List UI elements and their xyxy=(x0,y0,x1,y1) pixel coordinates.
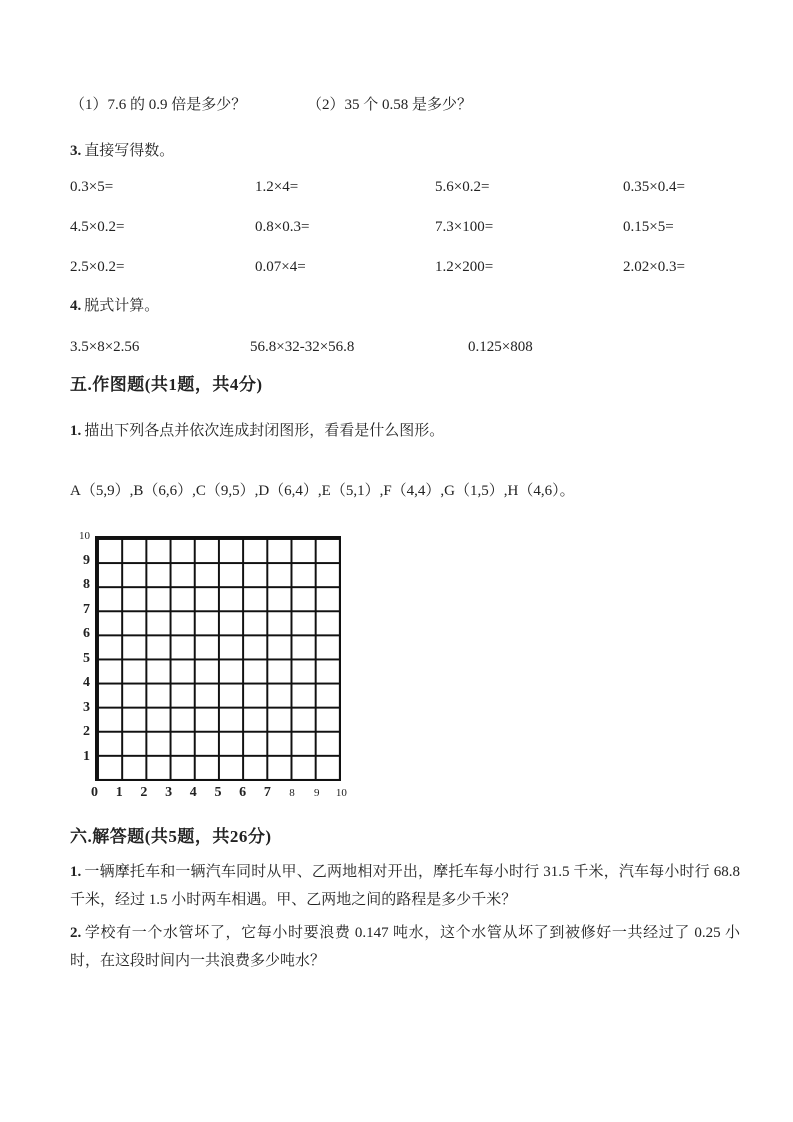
word-problem-2-text: 学校有一个水管坏了，它每小时要浪费 0.147 吨水，这个水管从坏了到被修好一共经过了 0.25 小时，在这段时间内一共浪费多少吨水？ xyxy=(70,925,740,969)
oral-calc-title: 直接写得数。 xyxy=(84,143,175,159)
x-axis-tick-label: 5 xyxy=(214,785,222,800)
x-axis-tick-label: 3 xyxy=(165,785,173,800)
x-axis-tick-label: 1 xyxy=(115,785,123,800)
stepwise-calc-title: 脱式计算。 xyxy=(84,298,160,314)
y-axis-tick-label: 1 xyxy=(83,748,90,764)
word-problem-1 xyxy=(70,858,740,914)
y-axis-tick-label: 3 xyxy=(83,699,90,715)
drawing-task-text: 描出下列各点并依次连成封闭图形，看看是什么图形。 xyxy=(84,423,445,439)
y-axis-tick-label: 10 xyxy=(79,530,90,542)
oral-calc-number: 3. xyxy=(70,143,82,159)
oral-expression: 5.6×0.2= xyxy=(435,179,490,195)
y-axis-tick-label: 5 xyxy=(83,650,90,666)
x-axis-tick-label: 2 xyxy=(140,785,148,800)
x-axis-tick-label: 10 xyxy=(335,787,347,799)
grid-lines xyxy=(95,536,341,781)
coordinate-grid-x-axis xyxy=(86,784,350,802)
x-axis-tick-label: 7 xyxy=(263,785,271,800)
drawing-task-number: 1. xyxy=(70,423,82,439)
oral-expression: 2.5×0.2= xyxy=(70,259,125,275)
stepwise-expression: 0.125×808 xyxy=(468,339,533,355)
word-problem-1-text: 一辆摩托车和一辆汽车同时从甲、乙两地相对开出，摩托车每小时行 31.5 千米，汽车每小时行 68.8 千米，经过 1.5 小时两车相遇。甲、乙两地之间的路程是多少千米？ xyxy=(70,864,740,908)
y-axis-tick-label: 6 xyxy=(83,626,90,642)
drawing-task xyxy=(70,421,444,441)
y-axis-tick-label: 4 xyxy=(83,675,90,691)
x-axis-tick-label: 8 xyxy=(289,787,295,799)
oral-expression: 0.15×5= xyxy=(623,219,674,235)
points-list: A（5,9）,B（6,6）,C（9,5）,D（6,4）,E（5,1）,F（4,4）,G（1,5）,H（4,6）。 xyxy=(70,483,575,499)
oral-calc-heading xyxy=(70,141,174,161)
x-axis-tick-label: 9 xyxy=(313,787,320,799)
intro-question-row xyxy=(0,95,793,115)
oral-expression: 0.07×4= xyxy=(255,259,306,275)
x-axis-tick-label: 0 xyxy=(91,785,98,800)
x-axis-tick-label: 4 xyxy=(189,785,197,800)
word-problem-2-number: 2. xyxy=(70,925,82,941)
word-problem-2 xyxy=(70,919,740,975)
oral-calc-grid xyxy=(70,177,730,297)
coordinate-grid-y-axis xyxy=(66,527,90,766)
intro-question-1: （1）7.6 的 0.9 倍是多少？ xyxy=(70,97,247,113)
oral-expression: 0.35×0.4= xyxy=(623,179,685,195)
stepwise-expression: 56.8×32-32×56.8 xyxy=(250,339,355,355)
oral-expression: 0.8×0.3= xyxy=(255,219,310,235)
stepwise-calc-row xyxy=(70,337,590,357)
section6-heading: 六.解答题(共5题，共26分) xyxy=(70,827,272,846)
stepwise-expression: 3.5×8×2.56 xyxy=(70,339,140,355)
y-axis-tick-label: 2 xyxy=(83,724,90,740)
y-axis-tick-label: 9 xyxy=(83,552,90,568)
x-axis-tick-label: 6 xyxy=(239,785,247,800)
stepwise-calc-number: 4. xyxy=(70,298,82,314)
coordinate-grid xyxy=(66,527,366,807)
oral-expression: 0.3×5= xyxy=(70,179,114,195)
oral-expression: 2.02×0.3= xyxy=(623,259,685,275)
oral-expression: 1.2×4= xyxy=(255,179,299,195)
intro-question-2: （2）35 个 0.58 是多少？ xyxy=(307,97,473,113)
oral-expression: 1.2×200= xyxy=(435,259,494,275)
section5-heading: 五.作图题(共1题，共4分) xyxy=(70,375,263,394)
word-problem-1-number: 1. xyxy=(70,864,82,880)
y-axis-tick-label: 7 xyxy=(83,601,90,617)
oral-expression: 4.5×0.2= xyxy=(70,219,125,235)
y-axis-tick-label: 8 xyxy=(83,577,90,593)
stepwise-calc-heading xyxy=(70,296,159,316)
oral-expression: 7.3×100= xyxy=(435,219,494,235)
